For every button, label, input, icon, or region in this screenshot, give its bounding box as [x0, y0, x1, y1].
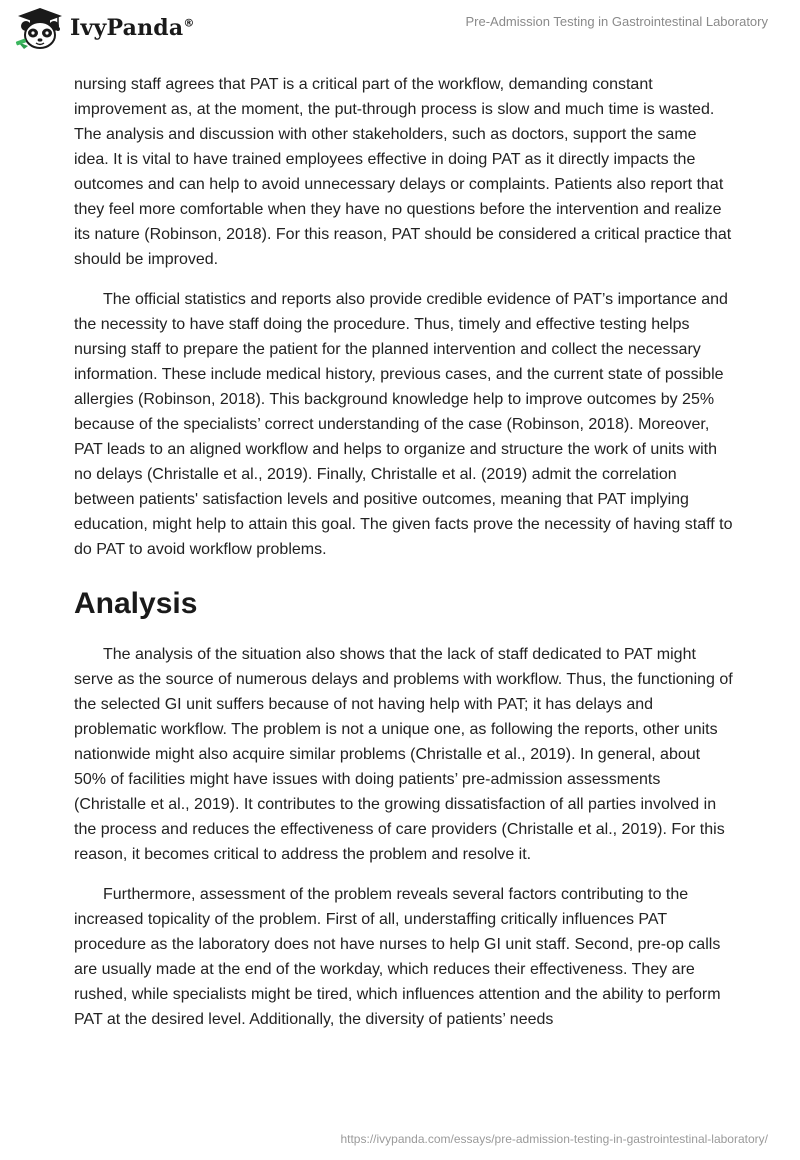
document-title: Pre-Admission Testing in Gastrointestinal Laboratory	[465, 14, 768, 29]
paragraph: The analysis of the situation also shows that the lack of staff dedicated to PAT might serve as the source of numerous delays and problems with workflow. Thus, the functioning of the selected GI unit suffers because of not having help with PAT; it has delays and problematic workflow. The problem is not a unique one, as following the reports, other units nationwide might also acquire similar problems (Christalle et al., 2019). In general, about 50% of facilities might have issues with doing patients’ pre-admission assessments (Christalle et al., 2019). It contributes to the growing dissatisfaction of all parties involved in the process and reduces the effectiveness of care providers (Christalle et al., 2019). For this reason, it becomes critical to address the problem and resolve it.	[74, 646, 733, 863]
essay-body	[74, 72, 734, 1032]
panda-graduate-icon	[14, 6, 66, 50]
brand-name: IvyPanda®	[70, 15, 195, 41]
brand-logo[interactable]	[14, 6, 195, 50]
section-heading: Analysis	[74, 587, 198, 620]
source-url[interactable]: https://ivypanda.com/essays/pre-admission-testing-in-gastrointestinal-laboratory/	[340, 1132, 768, 1146]
paragraph: nursing staff agrees that PAT is a critical part of the workflow, demanding constant improvement as, at the moment, the put-through process is slow and much time is wasted. The analysis and discussion with other stakeholders, such as doctors, support the same idea. It is vital to have trained employees effective in doing PAT as it directly impacts the outcomes and can help to avoid unnecessary delays or complaints. Patients also report that they feel more comfortable when they have no questions before the intervention and realize its nature (Robinson, 2018). For this reason, PAT should be considered a critical practice that should be improved.	[74, 76, 732, 268]
page-header	[0, 0, 800, 62]
paragraph: The official statistics and reports also provide credible evidence of PAT’s importance and the necessity to have staff doing the procedure. Thus, timely and effective testing helps nursing staff to prepare the patient for the planned intervention and collect the necessary information. These include medical history, previous cases, and the current state of possible allergies (Robinson, 2018). This background knowledge help to improve outcomes by 25% because of the specialists’ correct understanding of the case (Robinson, 2018). Moreover, PAT leads to an aligned workflow and helps to organize and structure the work of units with no delays (Christalle et al., 2019). Finally, Christalle et al. (2019) admit the correlation between patients' satisfaction levels and positive outcomes, meaning that PAT implying education, might help to attain this goal. The given facts prove the necessity of having staff to do PAT to avoid workflow problems.	[74, 291, 733, 558]
paragraph: Furthermore, assessment of the problem reveals several factors contributing to the increased topicality of the problem. First of all, understaffing critically influences PAT procedure as the laboratory does not have nurses to help GI unit staff. Second, pre-op calls are usually made at the end of the workday, which reduces their effectiveness. They are rushed, while specialists might be tired, which influences attention and the ability to perform PAT at the desired level. Additionally, the diversity of patients’ needs	[74, 886, 721, 1028]
